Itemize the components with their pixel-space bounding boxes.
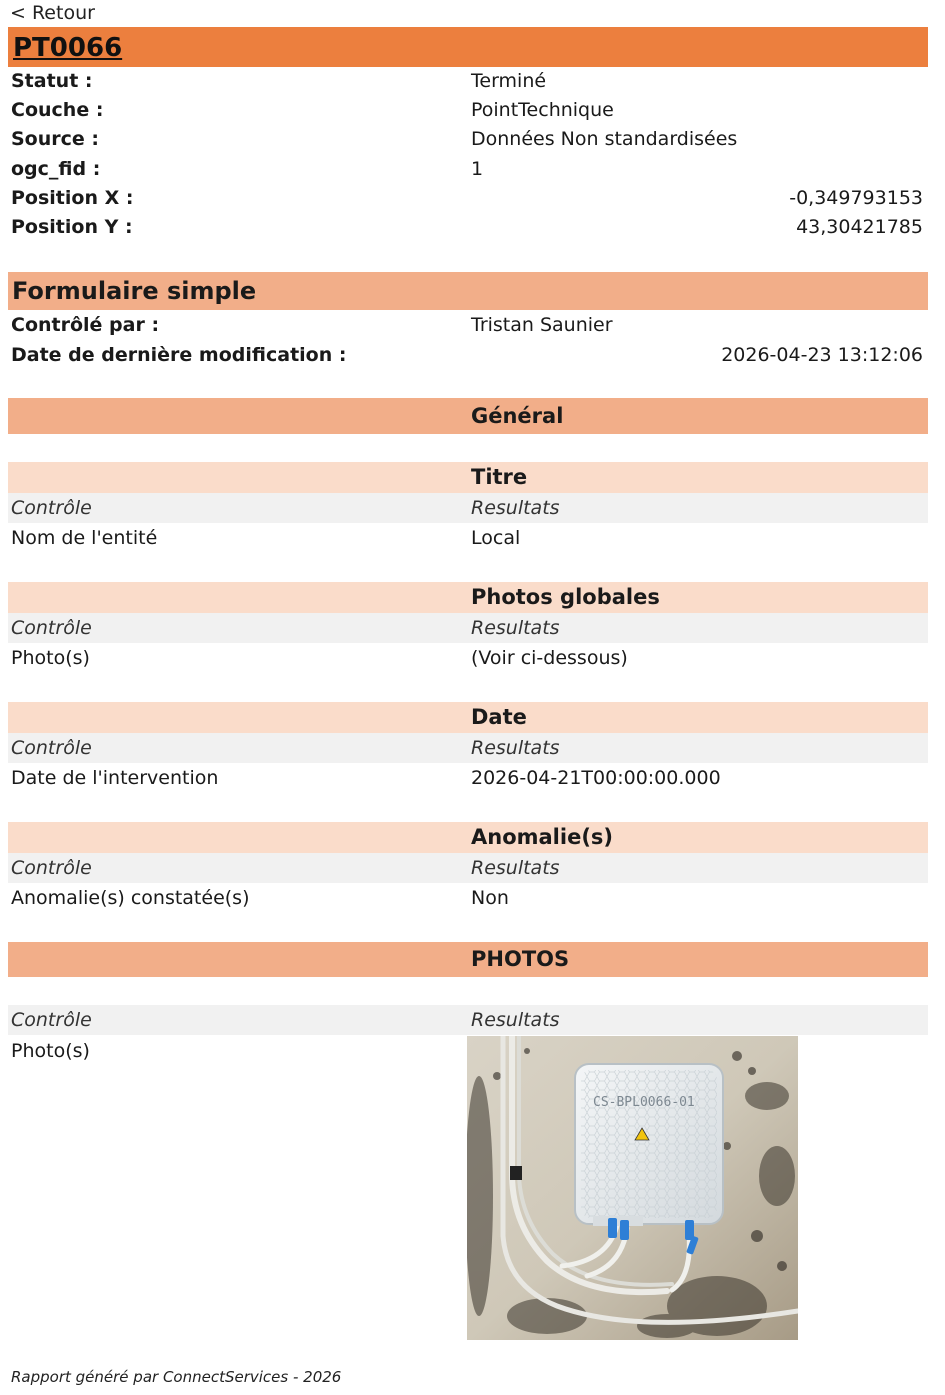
photos-row-label: Photo(s)	[11, 1040, 90, 1062]
group-date-column-header	[8, 733, 928, 763]
group-anomalies-bar	[8, 822, 928, 853]
layer-label: Couche :	[11, 99, 104, 121]
status-value: Terminé	[471, 70, 547, 92]
entity-name-value: Local	[471, 527, 521, 549]
general-section-title: Général	[471, 404, 564, 428]
group-title-heading: Titre	[471, 465, 528, 489]
global-photos-value: (Voir ci-dessous)	[471, 647, 628, 669]
position-x-value: -0,349793153	[789, 187, 923, 209]
anomalies-value: Non	[471, 887, 509, 909]
results-column-label: Resultats	[471, 497, 560, 519]
position-x-label: Position X :	[11, 187, 134, 209]
control-column-label: Contrôle	[11, 497, 92, 519]
source-label: Source :	[11, 128, 99, 150]
site-photo[interactable]	[467, 1036, 798, 1340]
intervention-date-label: Date de l'intervention	[11, 767, 219, 789]
results-column-label: Resultats	[471, 1009, 560, 1031]
intervention-date-value: 2026-04-21T00:00:00.000	[471, 767, 721, 789]
source-value: Données Non standardisées	[471, 128, 738, 150]
photos-section-bar	[8, 942, 928, 977]
ogc-fid-value: 1	[471, 158, 484, 180]
controlled-by-value: Tristan Saunier	[471, 314, 613, 336]
group-date-bar	[8, 702, 928, 733]
group-anomalies-heading: Anomalie(s)	[471, 825, 614, 849]
layer-value: PointTechnique	[471, 99, 614, 121]
group-date-heading: Date	[471, 705, 527, 729]
box-label-text: CS-BPL0066-01	[593, 1095, 695, 1110]
photos-column-header	[8, 1005, 928, 1035]
position-y-value: 43,30421785	[796, 216, 923, 238]
group-photos-bar	[8, 582, 928, 613]
global-photos-label: Photo(s)	[11, 647, 90, 669]
group-photos-column-header	[8, 613, 928, 643]
results-column-label: Resultats	[471, 857, 560, 879]
last-modified-value: 2026-04-23 13:12:06	[721, 344, 923, 366]
control-column-label: Contrôle	[11, 857, 92, 879]
group-photos-heading: Photos globales	[471, 585, 660, 609]
last-modified-label: Date de dernière modification :	[11, 344, 347, 366]
status-label: Statut :	[11, 70, 93, 92]
ogc-fid-label: ogc_fid :	[11, 158, 101, 180]
group-title-bar	[8, 462, 928, 493]
photos-section-title: PHOTOS	[471, 947, 570, 971]
anomalies-label: Anomalie(s) constatée(s)	[11, 887, 250, 909]
group-title-column-header	[8, 493, 928, 523]
back-link[interactable]: < Retour	[10, 2, 95, 24]
results-column-label: Resultats	[471, 617, 560, 639]
controlled-by-label: Contrôlé par :	[11, 314, 160, 336]
control-column-label: Contrôle	[11, 617, 92, 639]
point-code-title: PT0066	[13, 33, 123, 63]
control-column-label: Contrôle	[11, 737, 92, 759]
results-column-label: Resultats	[471, 737, 560, 759]
position-y-label: Position Y :	[11, 216, 133, 238]
group-anomalies-column-header	[8, 853, 928, 883]
form-section-title: Formulaire simple	[12, 277, 257, 305]
entity-name-label: Nom de l'entité	[11, 527, 158, 549]
report-footer: Rapport généré par ConnectServices - 2026	[11, 1368, 342, 1386]
control-column-label: Contrôle	[11, 1009, 92, 1031]
header-bar	[8, 27, 928, 67]
general-section-bar	[8, 398, 928, 434]
